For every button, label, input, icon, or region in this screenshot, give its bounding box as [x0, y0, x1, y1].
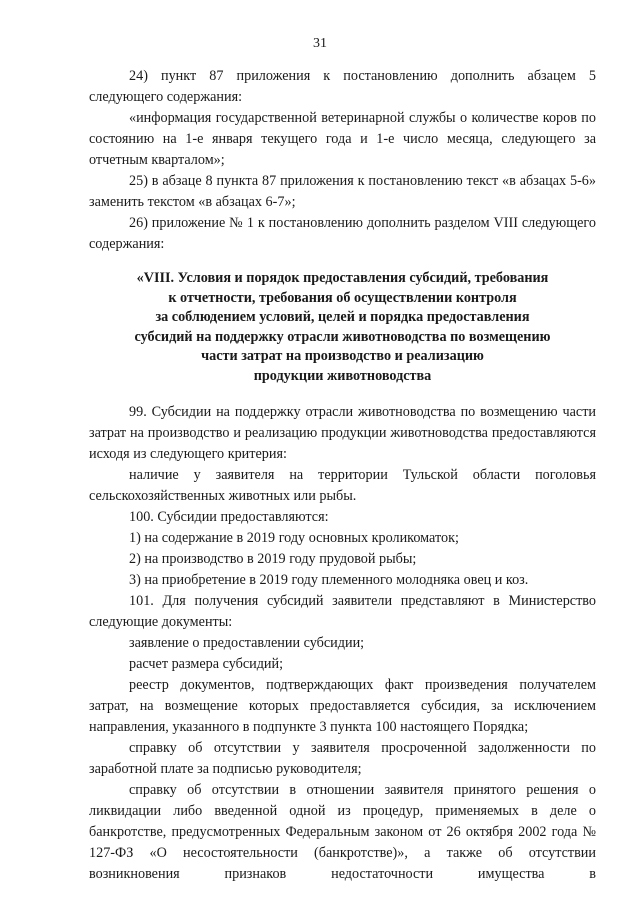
- list-item-liquidation-certificate: справку об отсутствии в отношении заявителя принятого решения о ликвидации либо введенной одной из процедур, применяемых в деле о банкротстве, предусмотренных Федеральным законом от 26 октября 2002 года № 127-ФЗ «О несостоятельности (банкротстве)», а также об отсутствии возникновения признаков недостаточности имущества в: [89, 782, 596, 882]
- paragraph-item-26: 26) приложение № 1 к постановлению дополнить разделом VIII следующего содержания:: [89, 215, 596, 252]
- paragraph-quoted-text: «информация государственной ветеринарной службы о количестве коров по состоянию на 1-е января текущего года и 1-е число месяца, следующего за отчетным кварталом»;: [89, 110, 596, 168]
- section-heading: «VIII. Условия и порядок предоставления субсидий, требования к отчетности, требования об осуществлении контроля за соблюдением условий, целей и порядка предоставления субсидий на поддержку отрасли животноводства по возмещению части затрат на производство и реализацию продукции животноводства: [134, 270, 551, 384]
- paragraph-100: 100. Субсидии предоставляются:: [129, 509, 329, 525]
- paragraph-100-2: 2) на производство в 2019 году прудовой рыбы;: [129, 551, 417, 567]
- paragraph-100-1: 1) на содержание в 2019 году основных кроликоматок;: [129, 530, 459, 546]
- paragraph-101: 101. Для получения субсидий заявители представляют в Министерство следующие документы:: [89, 593, 596, 630]
- list-item-calculation: расчет размера субсидий;: [129, 656, 284, 672]
- paragraph-criterion: наличие у заявителя на территории Тульской области поголовья сельскохозяйственных животных или рыбы.: [89, 467, 596, 504]
- page-number: 31: [313, 36, 327, 51]
- list-item-registry: реестр документов, подтверждающих факт произведения получателем затрат, на возмещение которых предоставляется субсидия, за исключением направления, указанного в подпункте 3 пункта 100 настоящего Порядка;: [89, 677, 596, 735]
- paragraph-item-25: 25) в абзаце 8 пункта 87 приложения к постановлению текст «в абзацах 5-6» заменить текстом «в абзацах 6-7»;: [89, 173, 596, 210]
- list-item-application: заявление о предоставлении субсидии;: [129, 635, 365, 651]
- document-body: [89, 66, 596, 885]
- paragraph-99: 99. Субсидии на поддержку отрасли животноводства по возмещению части затрат на производство и реализацию продукции животноводства предоставляются исходя из следующего критерия:: [89, 404, 596, 462]
- list-item-wage-certificate: справку об отсутствии у заявителя просроченной задолженности по заработной плате за подписью руководителя;: [89, 740, 596, 777]
- paragraph-100-3: 3) на приобретение в 2019 году племенного молодняка овец и коз.: [129, 572, 529, 588]
- paragraph-item-24: 24) пункт 87 приложения к постановлению дополнить абзацем 5 следующего содержания:: [89, 68, 596, 105]
